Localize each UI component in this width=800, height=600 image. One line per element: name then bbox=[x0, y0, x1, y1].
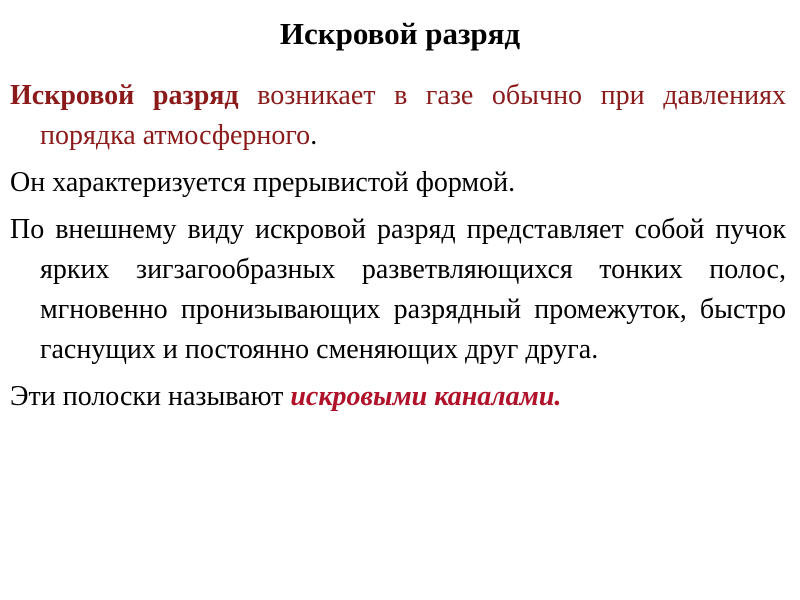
paragraph-spark-discharge-definition bbox=[10, 76, 786, 156]
paragraph-intermittent-form bbox=[10, 163, 786, 203]
paragraph-2-text: Он характеризуется прерывистой формой. bbox=[10, 167, 516, 198]
term-spark-discharge: Искровой разряд bbox=[10, 80, 239, 111]
paragraph-3-text: По внешнему виду искровой разряд представляет собой пучок ярких зигзагообразных разветвляющихся тонких полос, мгновенно пронизывающих разрядный промежуток, быстро гаснущих и постоянно сменяющих друг друга. bbox=[10, 214, 786, 365]
paragraph-1-text: возникает в газе обычно при давлениях порядка атмосферного bbox=[40, 80, 786, 151]
paragraph-spark-channels bbox=[10, 377, 786, 417]
paragraph-1-end: . bbox=[310, 120, 318, 151]
slide-body bbox=[10, 76, 786, 424]
slide-title: Искровой разряд bbox=[279, 16, 521, 51]
term-spark-channels: искровыми каналами. bbox=[290, 381, 562, 412]
paragraph-4-text: Эти полоски называют bbox=[10, 381, 291, 412]
paragraph-appearance bbox=[10, 210, 786, 370]
